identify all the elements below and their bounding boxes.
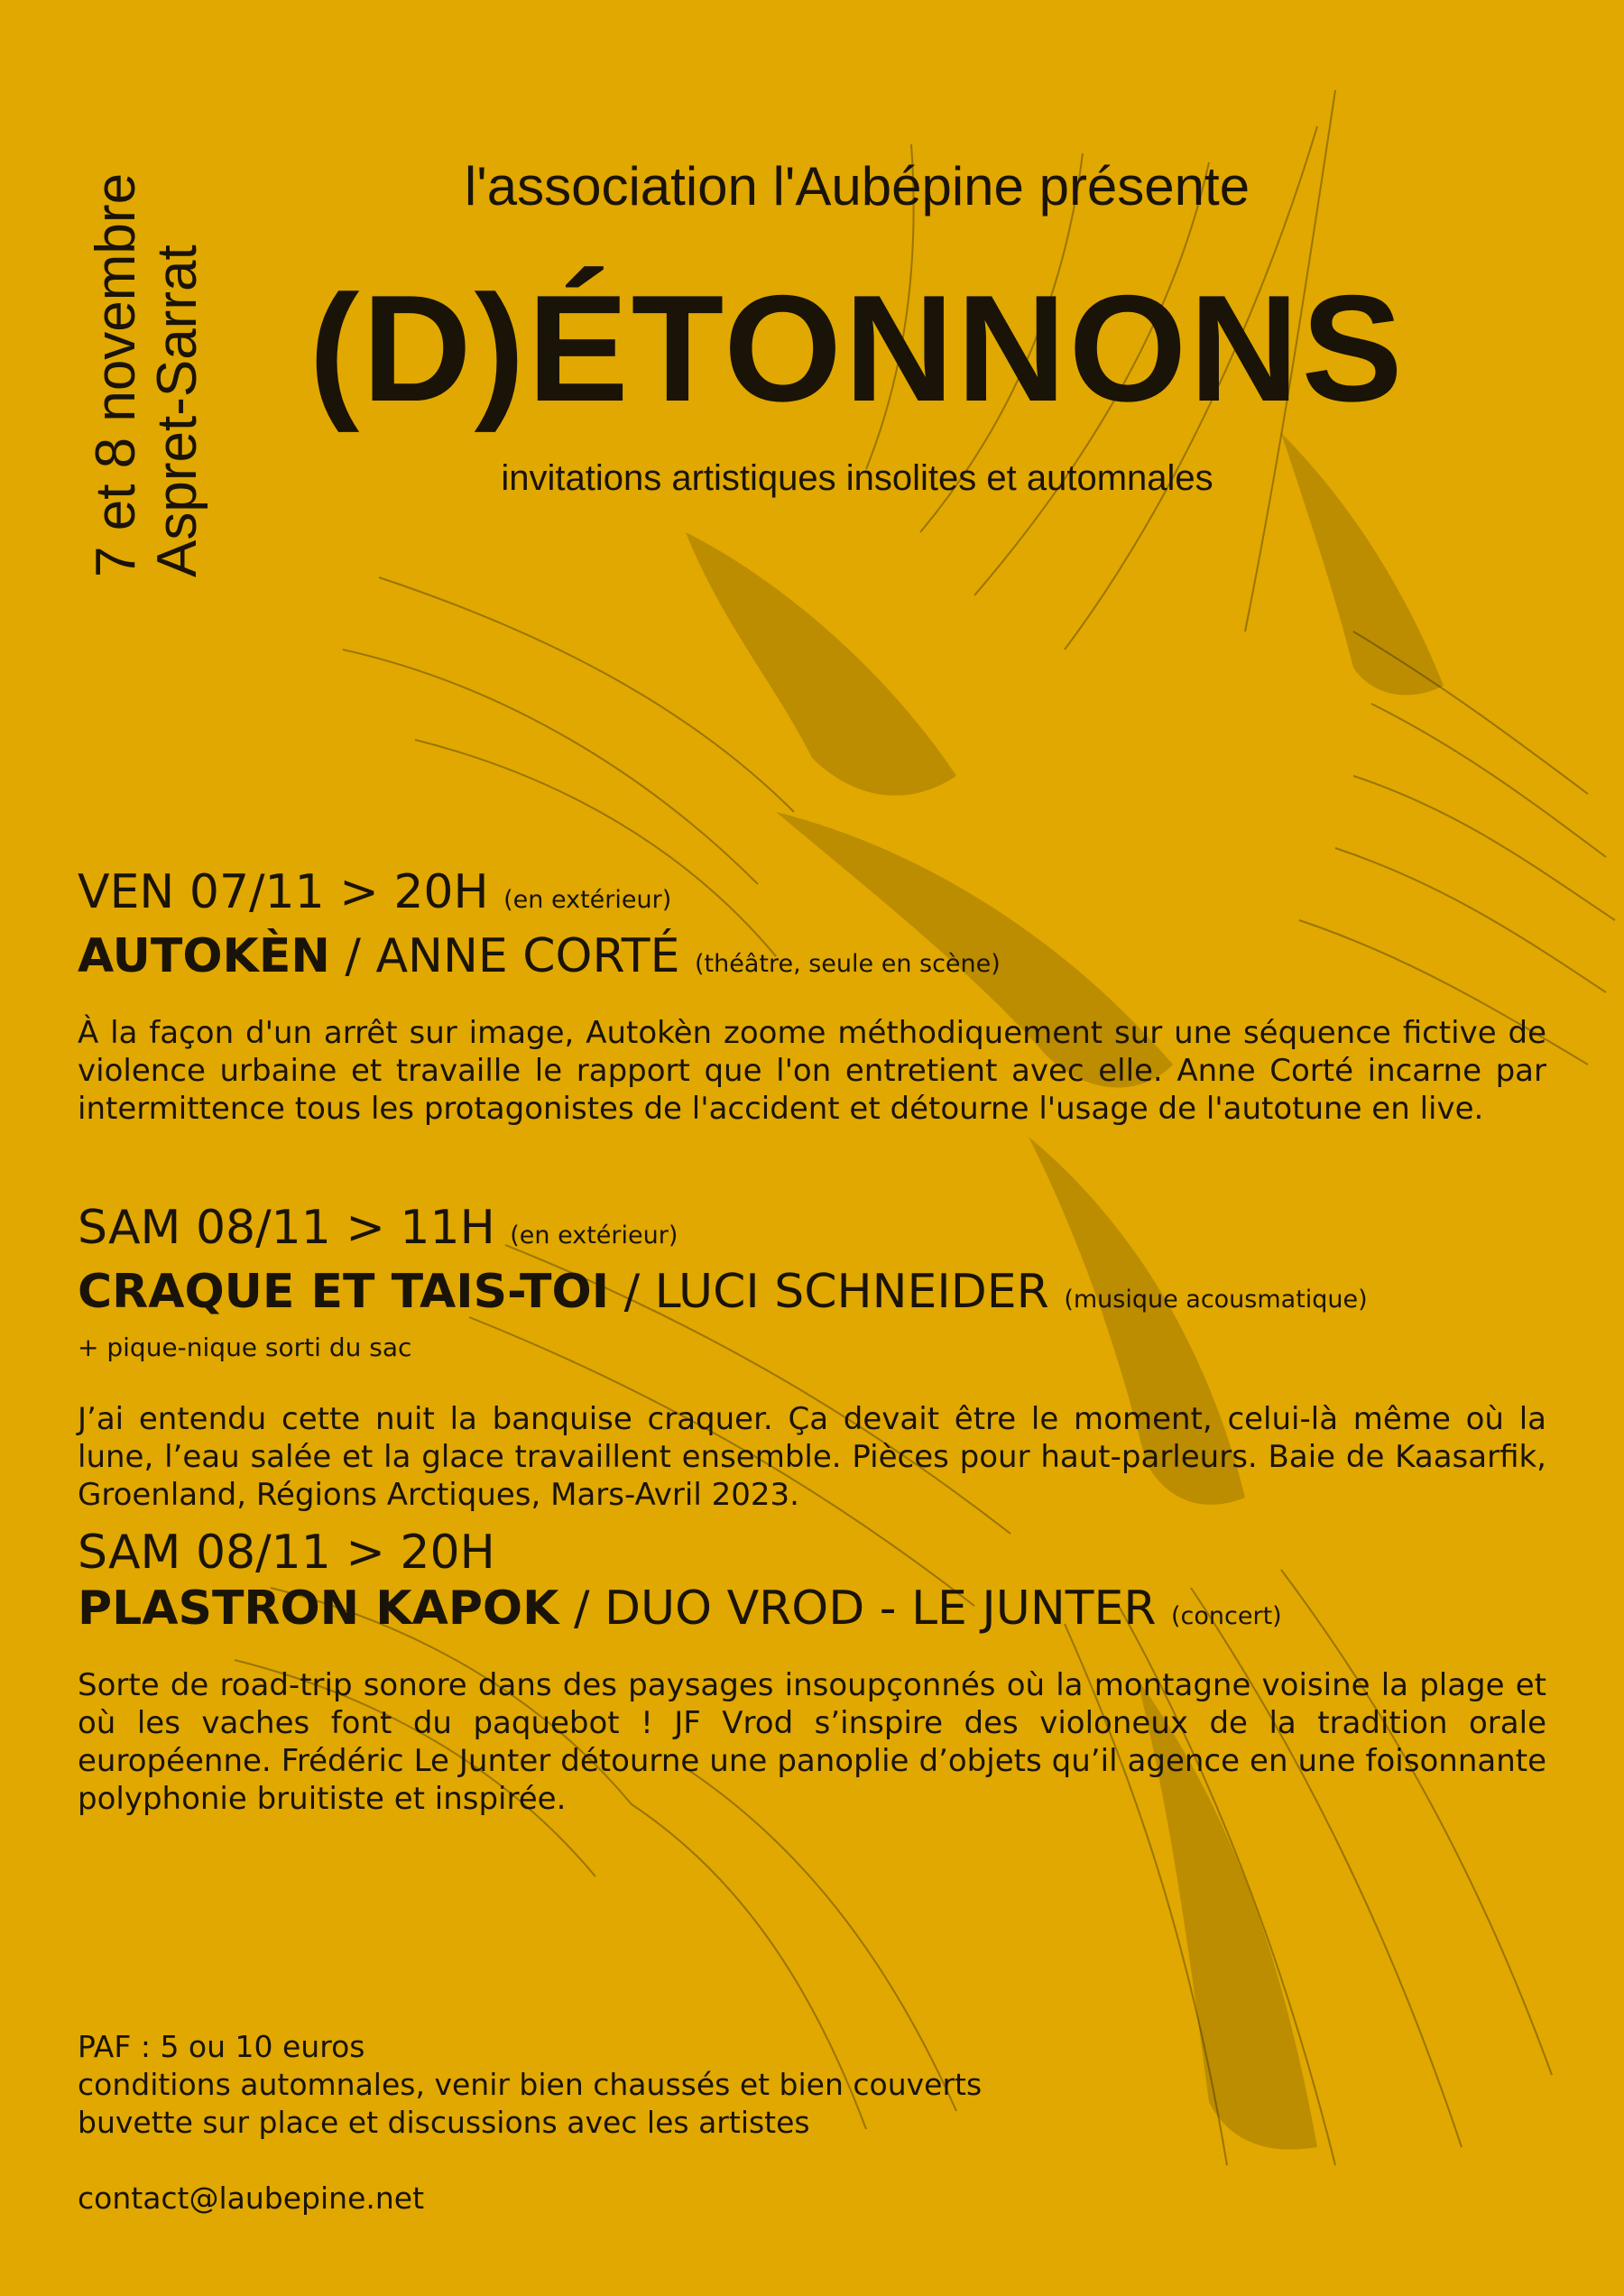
conditions-info: conditions automnales, venir bien chaussés et bien couverts [78, 2067, 983, 2102]
event-heading [78, 928, 1546, 992]
artist-name: / ANNE CORTÉ [345, 929, 680, 983]
event-datetime [78, 1200, 1546, 1264]
event-description: Sorte de road-trip sonore dans des paysages insoupçonnés où la montagne voisine la plage et où les vaches font du paquebot ! JF Vrod s’inspire des violoneux de la tradition orale européenne. Frédéric Le Junter détourne une panoplie d’objets qu’il agence en une foisonnante polyphonie bruitiste et inspirée. [78, 1667, 1546, 1817]
artist-name: / DUO VROD - LE JUNTER [573, 1581, 1157, 1636]
show-genre: (concert) [1171, 1602, 1282, 1630]
event-description: J’ai entendu cette nuit la banquise craquer. Ça devait être le moment, celui-là même où la lune, l’eau salée et la glace travaillent ensemble. Pièces pour haut-parleurs. Baie de Kaasarfik, Groenland, Régions Arctiques, Mars-Avril 2023. [78, 1401, 1546, 1513]
event-block [78, 864, 1546, 1128]
show-name: CRAQUE ET TAIS-TOI [78, 1265, 610, 1319]
event-place: Aspret-Sarrat [146, 244, 208, 577]
festival-title: (D)ÉTONNONS [309, 263, 1406, 433]
show-name: AUTOKÈN [78, 929, 330, 983]
event-datetime [78, 1525, 1546, 1581]
festival-subtitle: invitations artistiques insolites et automnales [501, 458, 1213, 498]
event-datetime-text: VEN 07/11 > 20H [78, 865, 489, 919]
show-name: PLASTRON KAPOK [78, 1581, 559, 1636]
event-dates: 7 et 8 novembre [85, 172, 147, 577]
event-location-note: (en extérieur) [510, 1222, 678, 1249]
bar-info: buvette sur place et discussions avec les artistes [78, 2105, 810, 2140]
event-location-note: (en extérieur) [503, 886, 672, 914]
event-block [78, 1525, 1546, 1818]
event-block [78, 1200, 1546, 1514]
artist-name: / LUCI SCHNEIDER [623, 1265, 1049, 1319]
practical-info [78, 2028, 982, 2218]
contact-email: contact@laubepine.net [78, 2181, 425, 2216]
price-info: PAF : 5 ou 10 euros [78, 2029, 365, 2064]
show-genre: (théâtre, seule en scène) [694, 950, 1001, 978]
presenter-line: l'association l'Aubépine présente [464, 156, 1250, 217]
show-genre: (musique acousmatique) [1064, 1286, 1368, 1314]
event-datetime-text: SAM 08/11 > 11H [78, 1201, 495, 1255]
event-extra-note: + pique-nique sorti du sac [78, 1332, 412, 1362]
event-description: À la façon d'un arrêt sur image, Autokèn zoome méthodiquement sur une séquence fictive de violence urbaine et travaille le rapport que l'on entretient avec elle. Anne Corté incarne par intermittence tous les protagonistes de l'accident et détourne l'usage de l'autotune en live. [78, 1015, 1546, 1127]
event-datetime-text: SAM 08/11 > 20H [78, 1526, 495, 1580]
event-heading [78, 1264, 1546, 1328]
event-datetime [78, 864, 1546, 928]
event-heading [78, 1581, 1546, 1645]
